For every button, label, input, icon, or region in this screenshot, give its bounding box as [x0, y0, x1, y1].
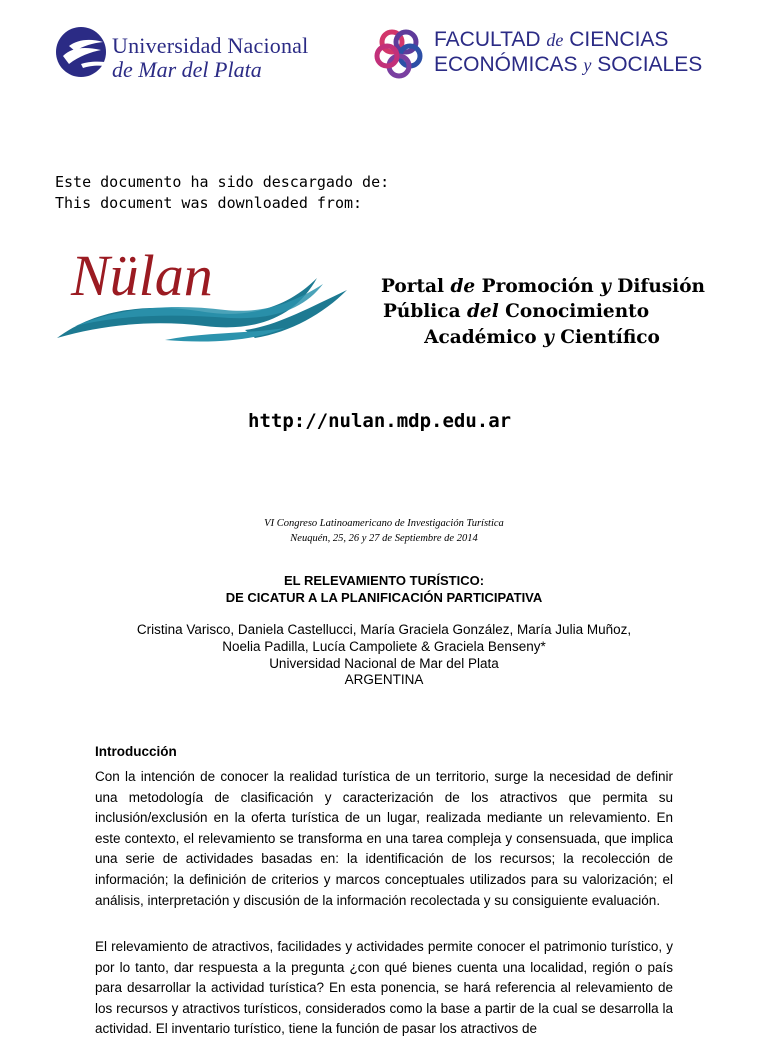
paper-title-line2: DE CICATUR A LA PLANIFICACIÓN PARTICIPATIVA — [225, 590, 543, 605]
university-logo — [55, 26, 107, 78]
portal-text: Promoción — [475, 276, 601, 297]
portal-text: del — [467, 301, 499, 322]
faculty-name-line2 — [434, 53, 702, 77]
nulan-logo-text: Nülan — [71, 243, 213, 308]
paper-title-line1: EL RELEVAMIENTO TURÍSTICO: — [283, 573, 485, 588]
portal-title-line1 — [343, 276, 743, 297]
download-notice-english: This document was downloaded from: — [55, 194, 363, 212]
faculty-word-ciencias: CIENCIAS — [563, 28, 669, 51]
faculty-word-facultad: FACULTAD — [434, 28, 547, 51]
portal-text: Pública — [382, 301, 467, 322]
university-name-line2: de Mar del Plata — [112, 57, 262, 82]
faculty-word-y: y — [583, 55, 592, 75]
portal-text: Portal — [380, 276, 451, 297]
university-name-line1: Universidad Nacional — [112, 33, 309, 58]
portal-text: y — [543, 327, 554, 348]
faculty-word-sociales: SOCIALES — [591, 53, 703, 76]
section-heading: Introducción — [95, 744, 177, 759]
portal-text: Conocimiento — [498, 301, 650, 322]
faculty-name-line1 — [434, 28, 668, 52]
authors-line2: Noelia Padilla, Lucía Campoliete & Graciela Benseny* — [222, 639, 546, 654]
portal-text: Científico — [553, 327, 660, 348]
nulan-logo — [55, 240, 355, 350]
portal-title-line2 — [316, 301, 716, 322]
authors-line1: Cristina Varisco, Daniela Castellucci, María Graciela González, María Julia Muñoz, — [136, 622, 632, 637]
congress-date: Neuquén, 25, 26 y 27 de Septiembre de 2014 — [290, 533, 478, 544]
portal-text: de — [450, 276, 476, 297]
country: ARGENTINA — [344, 672, 424, 687]
portal-text: Académico — [424, 327, 544, 348]
affiliation: Universidad Nacional de Mar del Plata — [269, 656, 499, 671]
portal-title-line3 — [342, 327, 742, 348]
body-paragraph: El relevamiento de atractivos, facilidades y actividades permite conocer el patrimonio turístico, y por lo tanto, dar respuesta a la pregunta ¿con qué bienes cuenta una localidad, región o país para desarrollar la actividad turística? En esta ponencia, se hará referencia al relevamiento de los recursos y atractivos turísticos, considerados como la base a partir de la cual se desarrolla la actividad. El inventario turístico, tiene la función de pasar los atractivos de — [95, 939, 673, 1037]
portal-text: Difusión — [610, 276, 705, 297]
portal-text: y — [600, 276, 611, 297]
download-notice-spanish: Este documento ha sido descargado de: — [55, 173, 390, 191]
congress-name: VI Congreso Latinoamericano de Investigación Turística — [264, 518, 504, 529]
faculty-word-de: de — [546, 30, 564, 50]
portal-url-link[interactable]: http://nulan.mdp.edu.ar — [248, 410, 512, 432]
faculty-logo — [372, 26, 426, 80]
faculty-word-economicas: ECONÓMICAS — [434, 53, 584, 76]
body-paragraph: Con la intención de conocer la realidad turística de un territorio, surge la necesidad de definir una metodología de clasificación y caracterización de los atractivos que permita su inclusión/exclusión en la oferta turística de un lugar, realizada mediante un relevamiento. En este contexto, el relevamiento se transforma en una tarea compleja y consensuada, que implica una serie de actividades basadas en: la identificación de los recursos; la recolección de información; la definición de criterios y marcos conceptuales utilizados para su valorización; el análisis, interpretación y discusión de la información recolectada y su consiguiente evaluación. — [95, 769, 673, 908]
